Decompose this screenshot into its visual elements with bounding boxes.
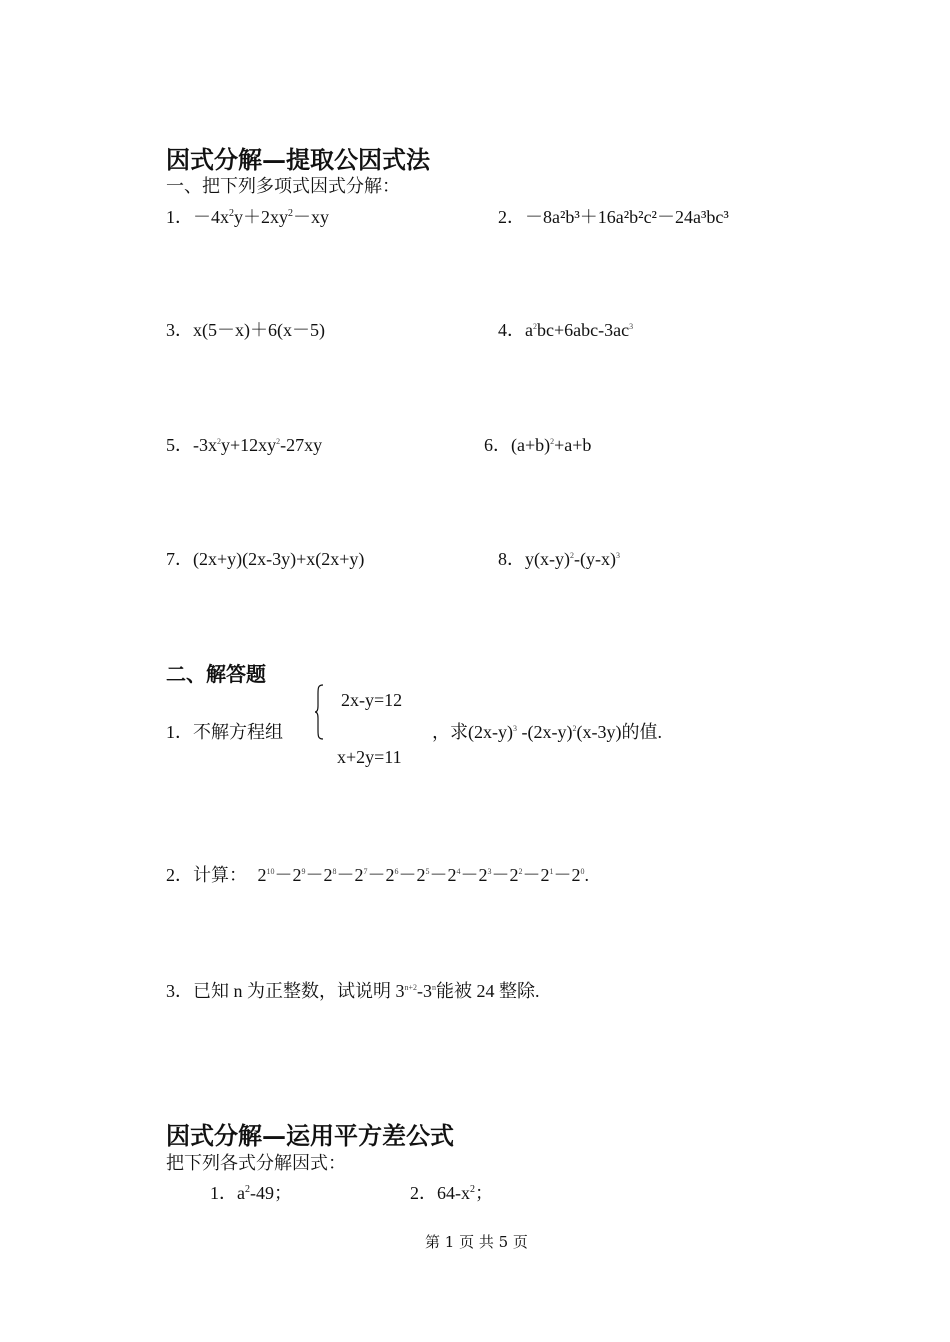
section1-title: 因式分解—提取公因式法: [166, 145, 430, 174]
equation-1: 2x-y=12: [341, 690, 403, 710]
problem-6: 6．$(a+b)^2+a+b$: [484, 435, 592, 455]
section2-title: 因式分解—运用平方差公式: [166, 1121, 454, 1150]
q1-prefix: 1．不解方程组: [166, 722, 283, 742]
q2: 2．计算： $2^{10}-2^9-2^8-2^7-2^6-2^5-2^4-2^3-2^2-2^1-2^0$.: [166, 865, 589, 885]
part2-heading: 二、解答题: [166, 662, 266, 686]
part1-heading: 一、把下列多项式因式分解：: [166, 176, 400, 197]
problem-3: 3．x(5－x)＋6(x－5): [166, 320, 325, 340]
q1-suffix: ，求$(2x-y)^3$ $-(2x-y)^2(x-3y)$的值.: [432, 722, 662, 742]
page-footer: 第 1 页 共 5 页: [425, 1233, 528, 1251]
section2-problem-1: 1．$a^2-49$；: [210, 1183, 292, 1203]
problem-4: 4．$a^2bc+6abc-3ac^3$: [498, 320, 634, 340]
q3: 3．已知 n 为正整数，试说明 $3^{n+2}-3^n$能被 24 整除.: [166, 981, 540, 1001]
section2-intro: 把下列各式分解因式：: [166, 1153, 346, 1174]
problem-7: 7．(2x+y)(2x-3y)+x(2x+y): [166, 549, 365, 569]
problem-2: 2．－8a²b³＋16a²b²c²－24a³bc³: [498, 207, 729, 227]
problem-1: 1．$-4x^2y+2xy^2-xy$: [166, 207, 329, 227]
equation-2: x+2y=11: [337, 747, 402, 767]
section2-problem-2: 2．$64-x^2$；: [410, 1183, 493, 1203]
problem-8: 8．$y(x-y)^2-(y-x)^3$: [498, 549, 620, 569]
brace-icon: [314, 684, 324, 740]
problem-5: 5．$-3x^2y+12xy^2-27xy$: [166, 435, 323, 455]
